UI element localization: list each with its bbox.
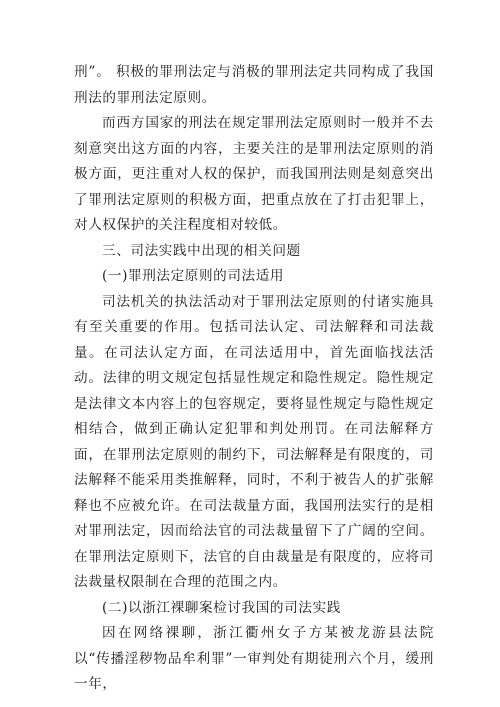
section-heading: 三、司法实践中出现的相关问题	[102, 242, 301, 259]
paragraph-zhejiang-case: 因在网络裸聊，浙江衢州女子方某被龙游县法院以“传播淫秽物品牟利罪”一审判处有期徒刑六个月，缓刑一年，	[74, 625, 434, 692]
subsection-heading-1: (一)罪刑法定原则的司法适用	[102, 268, 285, 284]
paragraph-continuation: 刑”。 积极的罪刑法定与消极的罪刑法定共同构成了我国刑法的罪刑法定原则。	[74, 64, 434, 106]
subsection-heading-2: (二)以浙江裸聊案检讨我国的司法实践	[102, 599, 341, 616]
paragraph-judicial-application: 司法机关的执法活动对于罪刑法定原则的付诸实施具有至关重要的作用。包括司法认定、司法解释和司法裁量。在司法认定方面，在司法适用中，首先面临找法活动。法律的明文规定包括显性规定和隐性规定。隐性规定是法律文本内容上的包容规定，要将显性规定与隐性规定相结合，做到正确认定犯罪和判处刑罚。在司法解释方面，在罪刑法定原则的制约下，司法解释是有限度的，司法解释不能采用类推解释，同时，不利于被告人的扩张解释也不应被允许。在司法裁量方面，我国刑法实行的是相对罪刑法定，因而给法官的司法裁量留下了广阔的空间。在罪刑法定原则下，法官的自由裁量是有限度的，应将司法裁量权限制在合理的范围之内。	[74, 293, 434, 590]
document-body	[74, 60, 434, 698]
paragraph-western-comparison: 而西方国家的刑法在规定罪刑法定原则时一般并不去刻意突出这方面的内容，主要关注的是罪刑法定原则的消极方面，更注重对人权的保护，而我国刑法则是刻意突出了罪刑法定原则的积极方面，把重点放在了打击犯罪上，对人权保护的关注程度相对较低。	[74, 115, 434, 233]
